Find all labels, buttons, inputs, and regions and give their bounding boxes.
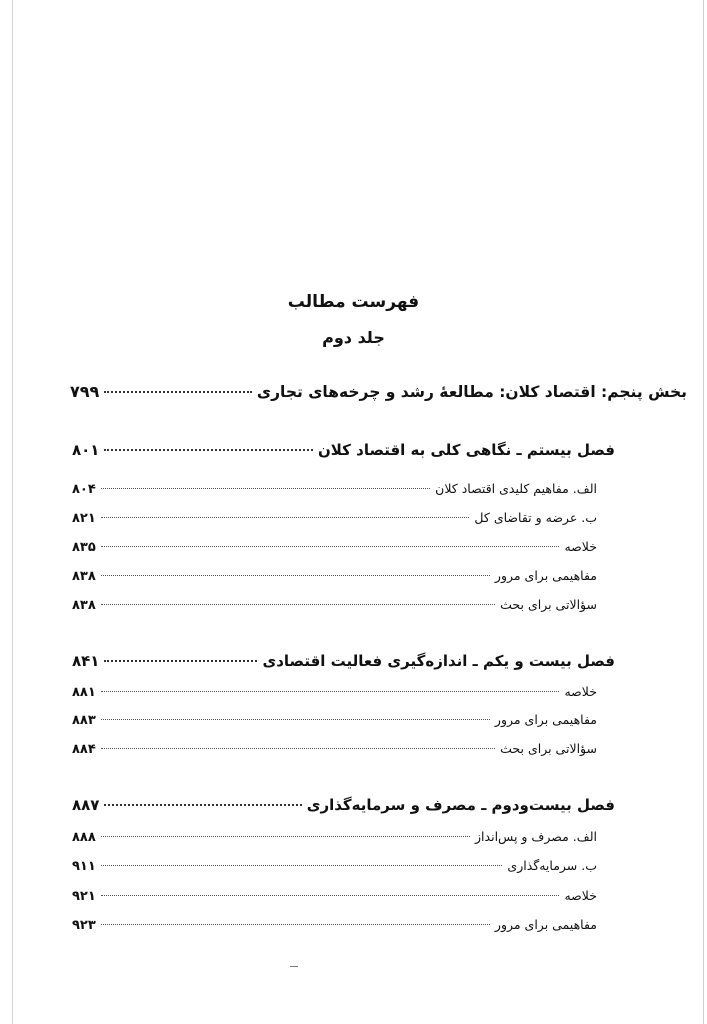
entry-label: خلاصه [564,539,597,554]
dot-leader [101,895,560,896]
toc-entry [72,597,597,613]
page-number: ۸۸۷ [72,796,100,814]
dot-leader [104,449,313,451]
volume-title: جلد دوم [322,328,385,347]
page-edge-right [703,0,704,1024]
entry-label: مفاهیمی برای مرور [494,917,597,932]
toc-entry [72,481,597,497]
chapter-label: فصل بیست‌ودوم ـ مصرف و سرمایه‌گذاری [306,796,615,814]
entry-label: الف. مفاهیم کلیدی اقتصاد کلان [435,481,597,496]
part-five-row [70,382,687,401]
page-number: ۸۰۱ [72,441,100,459]
chapter-21-row [72,652,615,670]
toc-entry [72,888,597,904]
dot-leader [101,836,470,837]
footer-mark [290,966,298,967]
toc-entry [72,568,597,584]
chapter-22-row [72,796,615,814]
entry-label: مفاهیمی برای مرور [494,568,597,583]
page-number: ۸۸۸ [72,830,96,845]
page-number: ۹۱۱ [72,859,96,874]
entry-label: سؤالاتی برای بحث [500,741,597,756]
toc-entry [72,858,597,874]
dot-leader [101,865,503,866]
toc-entry [72,741,597,757]
dot-leader [101,604,495,605]
dot-leader [101,719,490,720]
toc-entry [72,712,597,728]
dot-leader [101,691,560,692]
dot-leader [101,748,495,749]
dot-leader [101,546,560,547]
entry-label: سؤالاتی برای بحث [500,597,597,612]
page-number: ۸۳۵ [72,540,96,555]
toc-entry [72,510,597,526]
entry-label: الف. مصرف و پس‌انداز [475,829,597,844]
page-number: ۸۸۴ [72,742,96,757]
entry-label: مفاهیمی برای مرور [494,712,597,727]
dot-leader [104,660,257,662]
page-number: ۸۸۱ [72,685,96,700]
toc-entry [72,917,597,933]
part-label: بخش پنجم: اقتصاد کلان: مطالعهٔ رشد و چرخه‌های تجاری [256,383,687,401]
chapter-label: فصل بیستم ـ نگاهی کلی به اقتصاد کلان [317,441,615,459]
dot-leader [101,924,490,925]
chapter-label: فصل بیست و یکم ـ اندازه‌گیری فعالیت اقتصادی [262,652,615,670]
page-number: ۷۹۹ [70,382,100,401]
dot-leader [104,391,252,393]
toc-entry [72,539,597,555]
toc-entry [72,684,597,700]
entry-label: خلاصه [564,888,597,903]
page-number: ۸۳۸ [72,569,96,584]
page-number: ۸۴۱ [72,652,100,670]
dot-leader [104,804,301,806]
page-title: فهرست مطالب [287,292,420,312]
entry-label: ب. عرضه و تقاضای کل [474,510,597,525]
page-edge-left [12,0,13,1024]
page-number: ۹۲۳ [72,918,96,933]
dot-leader [101,517,470,518]
dot-leader [101,488,430,489]
dot-leader [101,575,490,576]
chapter-20-row [72,441,615,459]
page-number: ۸۲۱ [72,511,96,526]
toc-entry [72,829,597,845]
page-number: ۹۲۱ [72,889,96,904]
entry-label: ب. سرمایه‌گذاری [507,858,597,873]
page-number: ۸۰۴ [72,482,96,497]
page-number: ۸۳۸ [72,598,96,613]
entry-label: خلاصه [564,684,597,699]
page-number: ۸۸۳ [72,713,96,728]
